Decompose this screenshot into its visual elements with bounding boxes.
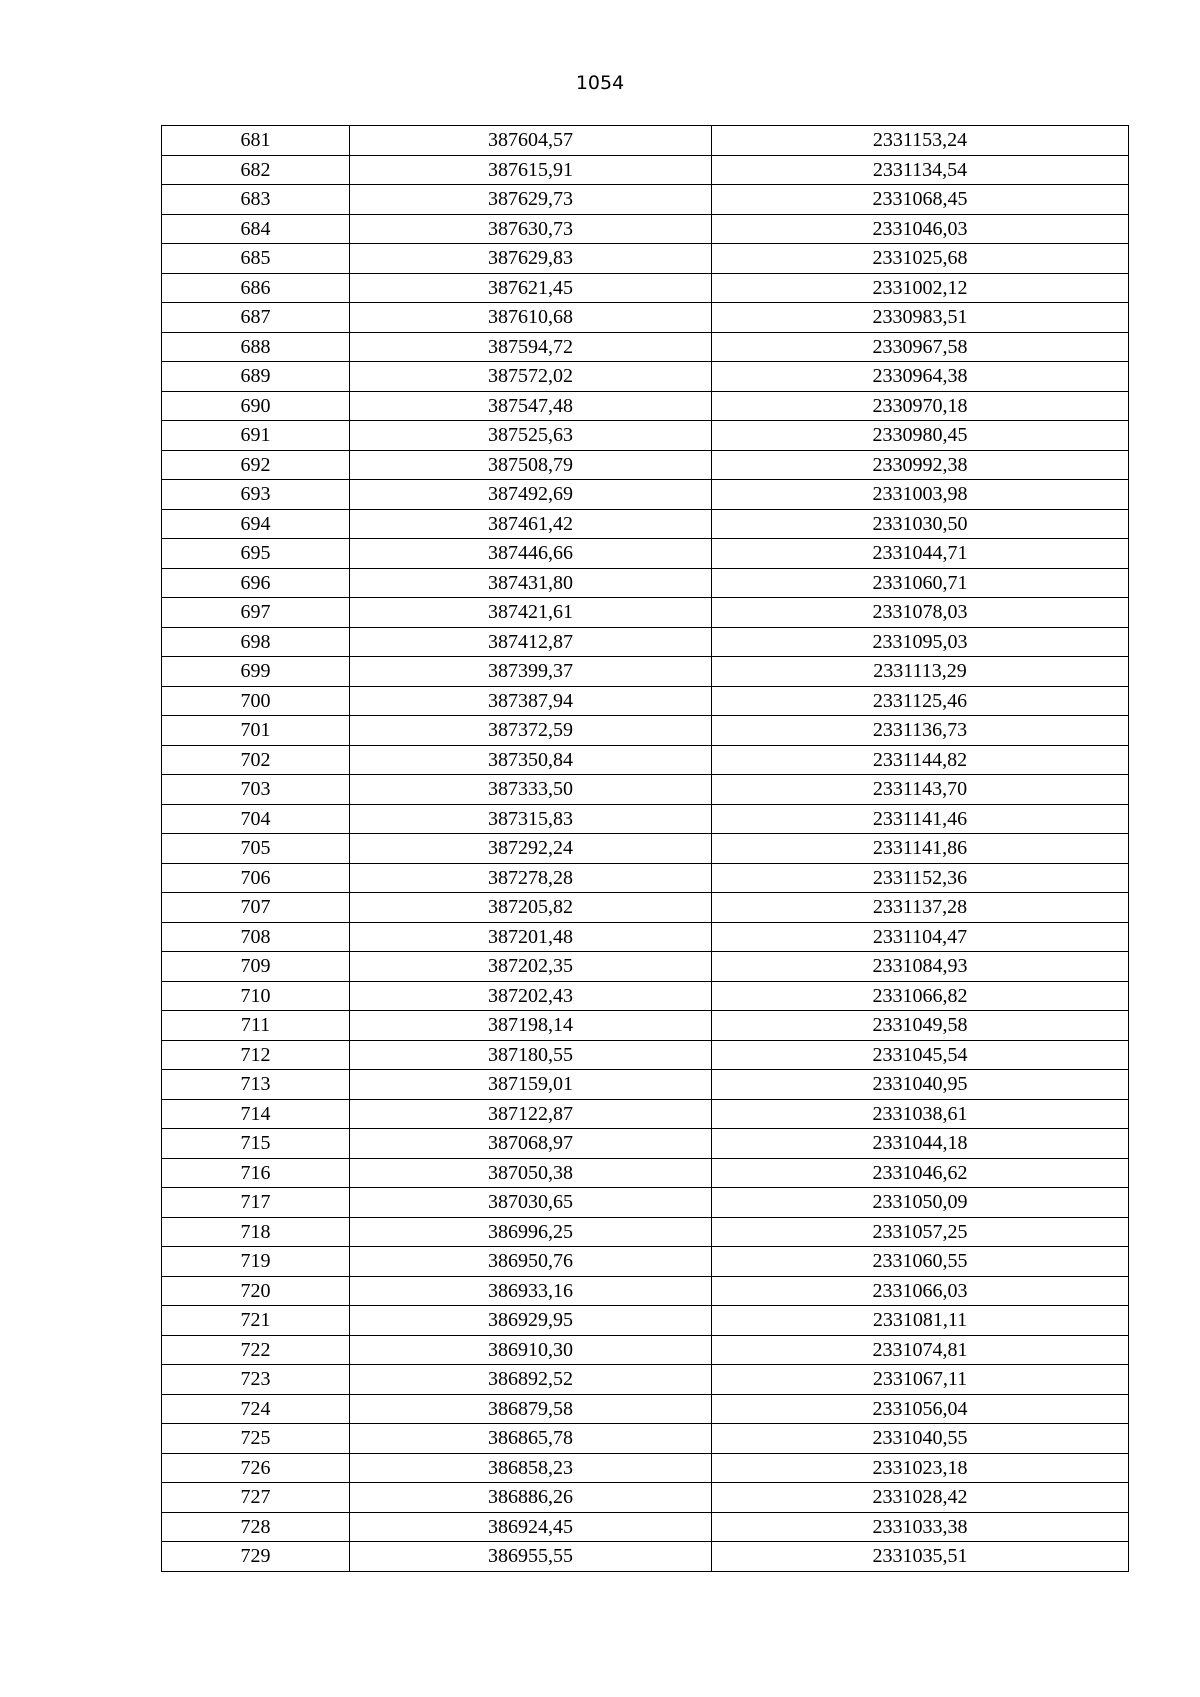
point-number-cell: 711 (162, 1011, 350, 1041)
point-number-cell: 722 (162, 1335, 350, 1365)
table-row (162, 1247, 1129, 1277)
x-coordinate-cell: 387461,42 (350, 509, 712, 539)
y-coordinate-cell: 2331028,42 (712, 1483, 1129, 1513)
point-number-cell: 698 (162, 627, 350, 657)
y-coordinate-cell: 2331050,09 (712, 1188, 1129, 1218)
y-coordinate-cell: 2331084,93 (712, 952, 1129, 982)
y-coordinate-cell: 2331060,71 (712, 568, 1129, 598)
x-coordinate-cell: 387050,38 (350, 1158, 712, 1188)
table-row (162, 244, 1129, 274)
x-coordinate-cell: 387492,69 (350, 480, 712, 510)
x-coordinate-cell: 387412,87 (350, 627, 712, 657)
table-row (162, 686, 1129, 716)
x-coordinate-cell: 387333,50 (350, 775, 712, 805)
y-coordinate-cell: 2331095,03 (712, 627, 1129, 657)
y-coordinate-cell: 2330983,51 (712, 303, 1129, 333)
table-row (162, 1188, 1129, 1218)
table-row (162, 480, 1129, 510)
table-row (162, 1483, 1129, 1513)
x-coordinate-cell: 387350,84 (350, 745, 712, 775)
table-row (162, 1365, 1129, 1395)
x-coordinate-cell: 387278,28 (350, 863, 712, 893)
x-coordinate-cell: 387629,83 (350, 244, 712, 274)
table-row (162, 155, 1129, 185)
table-row (162, 1453, 1129, 1483)
table-row (162, 214, 1129, 244)
y-coordinate-cell: 2331033,38 (712, 1512, 1129, 1542)
point-number-cell: 685 (162, 244, 350, 274)
x-coordinate-cell: 387629,73 (350, 185, 712, 215)
table-row (162, 1512, 1129, 1542)
y-coordinate-cell: 2330970,18 (712, 391, 1129, 421)
x-coordinate-cell: 386886,26 (350, 1483, 712, 1513)
table-row (162, 1129, 1129, 1159)
y-coordinate-cell: 2331046,62 (712, 1158, 1129, 1188)
y-coordinate-cell: 2331141,86 (712, 834, 1129, 864)
table-row (162, 303, 1129, 333)
x-coordinate-cell: 386865,78 (350, 1424, 712, 1454)
x-coordinate-cell: 387547,48 (350, 391, 712, 421)
point-number-cell: 720 (162, 1276, 350, 1306)
y-coordinate-cell: 2331023,18 (712, 1453, 1129, 1483)
point-number-cell: 702 (162, 745, 350, 775)
x-coordinate-cell: 387201,48 (350, 922, 712, 952)
point-number-cell: 699 (162, 657, 350, 687)
x-coordinate-cell: 387387,94 (350, 686, 712, 716)
y-coordinate-cell: 2331068,45 (712, 185, 1129, 215)
point-number-cell: 691 (162, 421, 350, 451)
y-coordinate-cell: 2331040,55 (712, 1424, 1129, 1454)
coordinates-table-body (162, 126, 1129, 1572)
x-coordinate-cell: 386996,25 (350, 1217, 712, 1247)
x-coordinate-cell: 387421,61 (350, 598, 712, 628)
y-coordinate-cell: 2331143,70 (712, 775, 1129, 805)
point-number-cell: 701 (162, 716, 350, 746)
x-coordinate-cell: 387159,01 (350, 1070, 712, 1100)
point-number-cell: 708 (162, 922, 350, 952)
x-coordinate-cell: 386858,23 (350, 1453, 712, 1483)
x-coordinate-cell: 387446,66 (350, 539, 712, 569)
y-coordinate-cell: 2331125,46 (712, 686, 1129, 716)
table-row (162, 1424, 1129, 1454)
table-row (162, 804, 1129, 834)
table-row (162, 1306, 1129, 1336)
x-coordinate-cell: 387594,72 (350, 332, 712, 362)
point-number-cell: 715 (162, 1129, 350, 1159)
point-number-cell: 681 (162, 126, 350, 156)
x-coordinate-cell: 387198,14 (350, 1011, 712, 1041)
y-coordinate-cell: 2331141,46 (712, 804, 1129, 834)
point-number-cell: 697 (162, 598, 350, 628)
table-row (162, 126, 1129, 156)
point-number-cell: 724 (162, 1394, 350, 1424)
y-coordinate-cell: 2331002,12 (712, 273, 1129, 303)
table-row (162, 981, 1129, 1011)
y-coordinate-cell: 2331078,03 (712, 598, 1129, 628)
y-coordinate-cell: 2331025,68 (712, 244, 1129, 274)
point-number-cell: 682 (162, 155, 350, 185)
x-coordinate-cell: 386929,95 (350, 1306, 712, 1336)
table-row (162, 893, 1129, 923)
table-row (162, 332, 1129, 362)
point-number-cell: 725 (162, 1424, 350, 1454)
point-number-cell: 709 (162, 952, 350, 982)
table-row (162, 922, 1129, 952)
point-number-cell: 696 (162, 568, 350, 598)
table-row (162, 952, 1129, 982)
x-coordinate-cell: 387030,65 (350, 1188, 712, 1218)
table-row (162, 1542, 1129, 1572)
x-coordinate-cell: 387372,59 (350, 716, 712, 746)
point-number-cell: 694 (162, 509, 350, 539)
x-coordinate-cell: 387621,45 (350, 273, 712, 303)
x-coordinate-cell: 387315,83 (350, 804, 712, 834)
x-coordinate-cell: 387068,97 (350, 1129, 712, 1159)
y-coordinate-cell: 2331081,11 (712, 1306, 1129, 1336)
point-number-cell: 728 (162, 1512, 350, 1542)
y-coordinate-cell: 2331030,50 (712, 509, 1129, 539)
x-coordinate-cell: 387202,35 (350, 952, 712, 982)
point-number-cell: 718 (162, 1217, 350, 1247)
x-coordinate-cell: 387292,24 (350, 834, 712, 864)
point-number-cell: 713 (162, 1070, 350, 1100)
table-row (162, 1040, 1129, 1070)
y-coordinate-cell: 2331144,82 (712, 745, 1129, 775)
point-number-cell: 690 (162, 391, 350, 421)
x-coordinate-cell: 386933,16 (350, 1276, 712, 1306)
y-coordinate-cell: 2331066,03 (712, 1276, 1129, 1306)
y-coordinate-cell: 2330980,45 (712, 421, 1129, 451)
point-number-cell: 714 (162, 1099, 350, 1129)
x-coordinate-cell: 386892,52 (350, 1365, 712, 1395)
y-coordinate-cell: 2331134,54 (712, 155, 1129, 185)
point-number-cell: 706 (162, 863, 350, 893)
x-coordinate-cell: 387202,43 (350, 981, 712, 1011)
x-coordinate-cell: 387180,55 (350, 1040, 712, 1070)
point-number-cell: 687 (162, 303, 350, 333)
table-row (162, 362, 1129, 392)
x-coordinate-cell: 387399,37 (350, 657, 712, 687)
y-coordinate-cell: 2330964,38 (712, 362, 1129, 392)
table-row (162, 1335, 1129, 1365)
x-coordinate-cell: 386924,45 (350, 1512, 712, 1542)
table-row (162, 568, 1129, 598)
table-row (162, 391, 1129, 421)
y-coordinate-cell: 2331104,47 (712, 922, 1129, 952)
point-number-cell: 700 (162, 686, 350, 716)
y-coordinate-cell: 2330967,58 (712, 332, 1129, 362)
point-number-cell: 723 (162, 1365, 350, 1395)
x-coordinate-cell: 386910,30 (350, 1335, 712, 1365)
y-coordinate-cell: 2331060,55 (712, 1247, 1129, 1277)
table-row (162, 863, 1129, 893)
point-number-cell: 689 (162, 362, 350, 392)
point-number-cell: 705 (162, 834, 350, 864)
x-coordinate-cell: 387205,82 (350, 893, 712, 923)
x-coordinate-cell: 387572,02 (350, 362, 712, 392)
y-coordinate-cell: 2330992,38 (712, 450, 1129, 480)
point-number-cell: 726 (162, 1453, 350, 1483)
point-number-cell: 716 (162, 1158, 350, 1188)
x-coordinate-cell: 386879,58 (350, 1394, 712, 1424)
y-coordinate-cell: 2331113,29 (712, 657, 1129, 687)
table-row (162, 598, 1129, 628)
point-number-cell: 712 (162, 1040, 350, 1070)
table-row (162, 509, 1129, 539)
point-number-cell: 729 (162, 1542, 350, 1572)
y-coordinate-cell: 2331136,73 (712, 716, 1129, 746)
table-row (162, 273, 1129, 303)
x-coordinate-cell: 387630,73 (350, 214, 712, 244)
x-coordinate-cell: 387431,80 (350, 568, 712, 598)
point-number-cell: 684 (162, 214, 350, 244)
x-coordinate-cell: 387525,63 (350, 421, 712, 451)
coordinates-table (161, 125, 1129, 1572)
y-coordinate-cell: 2331038,61 (712, 1099, 1129, 1129)
point-number-cell: 717 (162, 1188, 350, 1218)
point-number-cell: 688 (162, 332, 350, 362)
x-coordinate-cell: 386955,55 (350, 1542, 712, 1572)
point-number-cell: 727 (162, 1483, 350, 1513)
y-coordinate-cell: 2331046,03 (712, 214, 1129, 244)
page-number: 1054 (575, 72, 625, 94)
y-coordinate-cell: 2331035,51 (712, 1542, 1129, 1572)
y-coordinate-cell: 2331137,28 (712, 893, 1129, 923)
point-number-cell: 693 (162, 480, 350, 510)
y-coordinate-cell: 2331057,25 (712, 1217, 1129, 1247)
table-row (162, 834, 1129, 864)
x-coordinate-cell: 386950,76 (350, 1247, 712, 1277)
y-coordinate-cell: 2331153,24 (712, 126, 1129, 156)
point-number-cell: 686 (162, 273, 350, 303)
table-row (162, 421, 1129, 451)
point-number-cell: 704 (162, 804, 350, 834)
table-row (162, 775, 1129, 805)
point-number-cell: 719 (162, 1247, 350, 1277)
point-number-cell: 721 (162, 1306, 350, 1336)
y-coordinate-cell: 2331067,11 (712, 1365, 1129, 1395)
point-number-cell: 707 (162, 893, 350, 923)
y-coordinate-cell: 2331003,98 (712, 480, 1129, 510)
table-row (162, 1011, 1129, 1041)
y-coordinate-cell: 2331074,81 (712, 1335, 1129, 1365)
x-coordinate-cell: 387122,87 (350, 1099, 712, 1129)
table-row (162, 185, 1129, 215)
table-row (162, 1158, 1129, 1188)
y-coordinate-cell: 2331045,54 (712, 1040, 1129, 1070)
table-row (162, 1070, 1129, 1100)
table-row (162, 657, 1129, 687)
table-row (162, 716, 1129, 746)
point-number-cell: 703 (162, 775, 350, 805)
y-coordinate-cell: 2331044,71 (712, 539, 1129, 569)
y-coordinate-cell: 2331056,04 (712, 1394, 1129, 1424)
y-coordinate-cell: 2331049,58 (712, 1011, 1129, 1041)
point-number-cell: 692 (162, 450, 350, 480)
table-row (162, 1394, 1129, 1424)
table-row (162, 450, 1129, 480)
x-coordinate-cell: 387508,79 (350, 450, 712, 480)
point-number-cell: 695 (162, 539, 350, 569)
x-coordinate-cell: 387604,57 (350, 126, 712, 156)
point-number-cell: 710 (162, 981, 350, 1011)
y-coordinate-cell: 2331066,82 (712, 981, 1129, 1011)
y-coordinate-cell: 2331152,36 (712, 863, 1129, 893)
table-row (162, 745, 1129, 775)
table-row (162, 1217, 1129, 1247)
table-row (162, 539, 1129, 569)
y-coordinate-cell: 2331044,18 (712, 1129, 1129, 1159)
x-coordinate-cell: 387610,68 (350, 303, 712, 333)
table-row (162, 1276, 1129, 1306)
x-coordinate-cell: 387615,91 (350, 155, 712, 185)
y-coordinate-cell: 2331040,95 (712, 1070, 1129, 1100)
table-row (162, 1099, 1129, 1129)
table-row (162, 627, 1129, 657)
point-number-cell: 683 (162, 185, 350, 215)
